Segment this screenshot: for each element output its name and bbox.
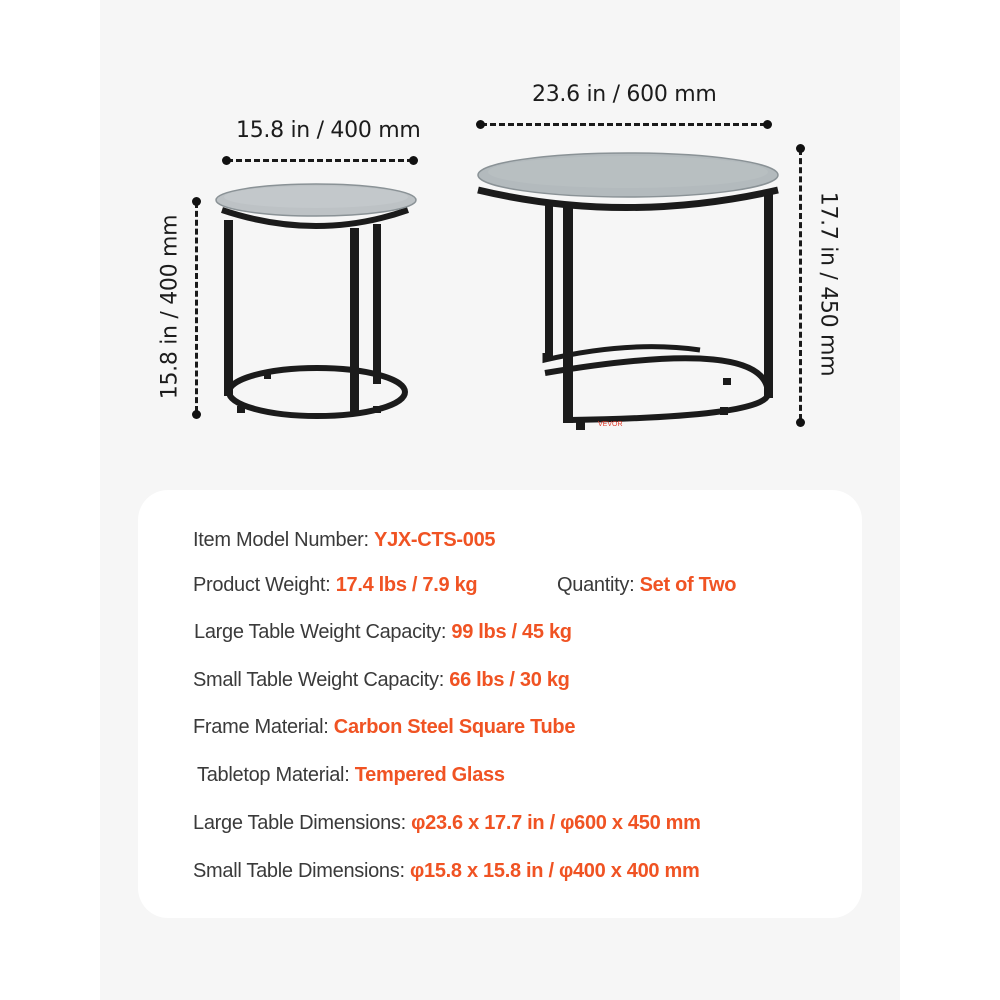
spec-label: Product Weight: — [193, 574, 336, 596]
spec-small-dimensions — [193, 860, 699, 883]
spec-label: Large Table Dimensions: — [193, 812, 412, 834]
spec-value: Tempered Glass — [354, 764, 505, 786]
spec-value: 17.4 lbs / 7.9 kg — [335, 574, 478, 596]
spec-small-capacity — [193, 669, 570, 692]
spec-large-capacity — [194, 621, 572, 644]
small-table-illustration — [210, 180, 430, 420]
spec-label: Tabletop Material: — [197, 764, 355, 786]
brand-mark: VEVOR — [598, 421, 623, 428]
dimension-endpoint-dot — [796, 144, 805, 153]
large-table-width-line — [481, 123, 766, 126]
small-table-width-label: 15.8 in / 400 mm — [236, 118, 421, 143]
dimension-endpoint-dot — [796, 418, 805, 427]
spec-value: YJX-CTS-005 — [374, 529, 496, 551]
dimension-endpoint-dot — [192, 197, 201, 206]
spec-label: Quantity: — [557, 574, 640, 596]
spec-tabletop-material — [197, 764, 505, 787]
spec-label: Frame Material: — [193, 716, 334, 738]
dimension-endpoint-dot — [409, 156, 418, 165]
small-table-width-line — [227, 159, 413, 162]
spec-value: φ23.6 x 17.7 in / φ600 x 450 mm — [411, 812, 701, 834]
spec-label: Large Table Weight Capacity: — [194, 621, 452, 643]
spec-value: φ15.8 x 15.8 in / φ400 x 400 mm — [409, 860, 700, 882]
dimension-endpoint-dot — [476, 120, 485, 129]
dimension-endpoint-dot — [192, 410, 201, 419]
small-table-height-label: 15.8 in / 400 mm — [157, 214, 183, 400]
spec-value: 66 lbs / 30 kg — [449, 669, 570, 691]
spec-label: Small Table Dimensions: — [193, 860, 410, 882]
spec-quantity — [557, 574, 736, 597]
large-table-illustration — [470, 145, 780, 435]
large-table-width-label: 23.6 in / 600 mm — [532, 82, 717, 107]
dimension-endpoint-dot — [763, 120, 772, 129]
spec-value: Carbon Steel Square Tube — [333, 716, 576, 738]
dimension-endpoint-dot — [222, 156, 231, 165]
spec-frame-material — [193, 716, 575, 739]
small-table-height-line — [195, 202, 198, 412]
spec-label: Item Model Number: — [193, 529, 375, 551]
spec-card — [138, 490, 862, 918]
spec-label: Small Table Weight Capacity: — [193, 669, 450, 691]
spec-large-dimensions — [193, 812, 701, 835]
spec-product-weight — [193, 574, 477, 597]
large-table-height-line — [799, 149, 802, 420]
spec-value: 99 lbs / 45 kg — [451, 621, 572, 643]
large-table-height-label: 17.7 in / 450 mm — [815, 191, 841, 377]
spec-model-number — [193, 529, 495, 552]
spec-value: Set of Two — [639, 574, 737, 596]
